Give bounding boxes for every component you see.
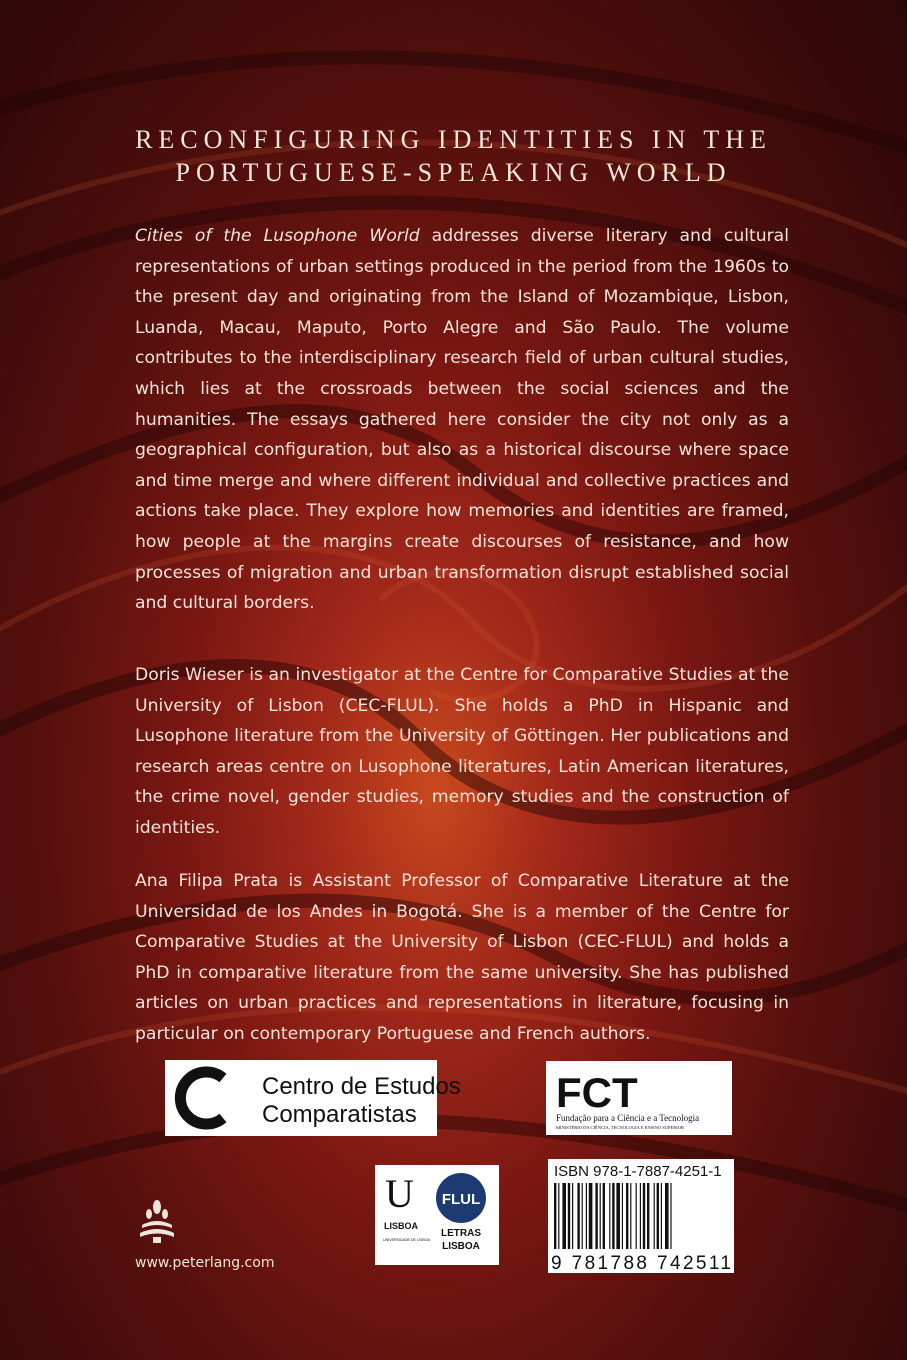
ulisboa-flul-logo [375, 1165, 499, 1265]
barcode-bar [670, 1183, 671, 1249]
cec-c-mark-icon [180, 1072, 223, 1124]
barcode-bar [595, 1183, 597, 1249]
barcode-bar [657, 1183, 659, 1249]
fct-line-1: Fundação para a Ciência e a Tecnologia [556, 1113, 700, 1123]
barcode-bar [616, 1183, 620, 1249]
barcode-bar [568, 1183, 570, 1249]
barcode-bar [577, 1183, 579, 1249]
fct-logo [546, 1061, 732, 1135]
book-title-italic: Cities of the Lusophone World [135, 226, 420, 246]
barcode-bar [665, 1183, 669, 1249]
barcode-bar [603, 1183, 605, 1249]
cec-logo [165, 1060, 461, 1136]
author-bio-wieser: Doris Wieser is an investigator at the Centre for Comparative Studies at the University of Lisbon (CEC-FLUL). She holds a PhD in Hispanic and Lusophone literature from the University of Göttingen. Her publications and research areas centre on Lusophone literatures, Latin American literatures, the crime novel, gender studies, memory studies and the construction of identities. [135, 665, 789, 838]
barcode-bar [626, 1183, 628, 1249]
barcode-bar [558, 1183, 559, 1249]
isbn-label: ISBN 978-1-7887-4251-1 [554, 1163, 722, 1180]
author-bio-prata: Ana Filipa Prata is Assistant Professor of Comparative Literature at the Universidad de los Andes in Bogotá. She is a member of the Centre for Comparative Studies at the University of Lisbon (CEC-FLUL) and holds a PhD in comparative literature from the same university. She has published articles on urban practices and representations in literature, focusing in particular on contemporary Portuguese and French authors. [135, 871, 789, 1044]
description-text: addresses diverse literary and cultural representations of urban settings produced in the period from the 1960s to the present day and originating from the Island of Mozambique, Lisbon, Luanda, Macau, Maputo, Porto Alegre and São Paulo. The volume contributes to the interdisciplinary research field of urban cultural studies, which lies at the crossroads between the social sciences and the humanities. The essays gathered here consider the city not only as a geographical configuration, but also as a historical discourse where space and time merge and where different individual and collective practices and actions take place. They explore how memories and identities are framed, how people at the margins create discourses of resistance, and how processes of migration and urban transformation disrupt established social and cultural borders. [135, 226, 789, 614]
flul-line-1: LETRAS [441, 1228, 481, 1239]
fct-mark: FCT [556, 1069, 638, 1116]
title-line-2: PORTUGUESE-SPEAKING WORLD [175, 158, 732, 187]
barcode-bar [562, 1183, 566, 1249]
barcode-bar [647, 1183, 649, 1249]
flul-mark: FLUL [441, 1191, 481, 1208]
isbn-digits: 9 781788 742511 [551, 1253, 731, 1274]
barcode-bar [589, 1183, 593, 1249]
publisher-url[interactable]: www.peterlang.com [135, 1255, 275, 1271]
cec-line-2: Comparatistas [262, 1101, 417, 1128]
barcode-bar [630, 1183, 631, 1249]
ulisboa-sub: UNIVERSIDADE DE LISBOA [383, 1238, 430, 1242]
description-paragraph [135, 221, 789, 619]
cec-line-1: Centro de Estudos [262, 1073, 461, 1100]
barcode-bar [609, 1183, 610, 1249]
barcode-bars-icon [554, 1183, 672, 1249]
title-line-1: RECONFIGURING IDENTITIES IN THE [135, 125, 772, 154]
barcode-bar [643, 1183, 645, 1249]
barcode-bar [636, 1183, 637, 1249]
flul-line-2: LISBOA [442, 1241, 480, 1252]
barcode-bar [582, 1183, 583, 1249]
barcode-bar [640, 1183, 641, 1249]
barcode-bar [600, 1183, 601, 1249]
ulisboa-mark: U [385, 1171, 414, 1216]
peter-lang-logo-icon [132, 1197, 182, 1247]
barcode-bar [572, 1183, 573, 1249]
barcode-bar [622, 1183, 623, 1249]
barcode-bar [661, 1183, 662, 1249]
barcode-bar [554, 1183, 556, 1249]
barcode-bar [586, 1183, 587, 1249]
isbn-barcode [548, 1159, 734, 1273]
barcode-bar [654, 1183, 655, 1249]
barcode-bar [612, 1183, 614, 1249]
fct-line-2: MINISTÉRIO DA CIÊNCIA, TECNOLOGIA E ENSINO SUPERIOR [556, 1125, 685, 1130]
ulisboa-name: LISBOA [384, 1221, 419, 1231]
